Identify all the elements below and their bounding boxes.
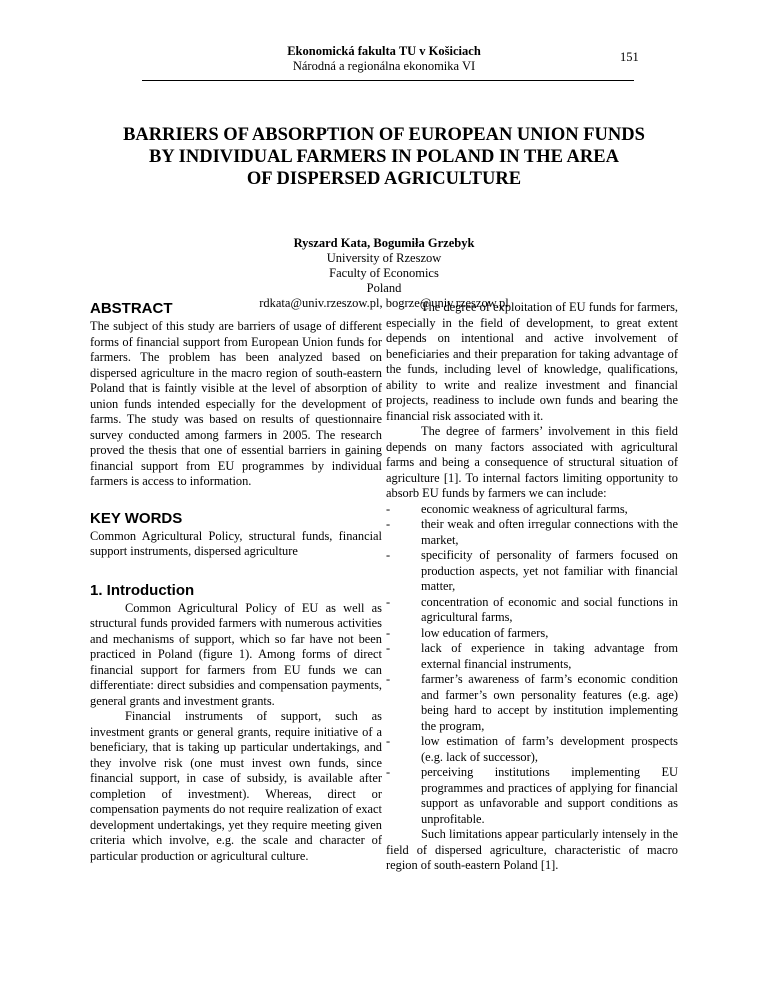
list-bullet: - [386,641,391,655]
introduction-heading: 1. Introduction [90,581,195,599]
body-paragraph: The degree of exploitation of EU funds for farmers, especially in the field of development, to great extent depends on intentional and active involvement of beneficiaries and their preparation for taking advantage of the funds, including level of knowledge, qualifications, ability to write and realize investment and financial projects, readiness to include own funds and bearing the financial risk associated with it. [386,300,678,423]
list-bullet: - [386,672,391,686]
introduction-paragraph: Common Agricultural Policy of EU as well as structural funds provided farmers with numerous activities and mechanisms of support, which so far have not been practiced in Poland (figure 1). Among forms of direct financial support for farmers from EU funds we can differentiate: direct subsidies and compensation payments, general grants and investment grants. [90,600,382,708]
list-bullet: - [386,765,391,779]
body-paragraph: Such limitations appear particularly intensely in the field of dispersed agriculture, characteristic of macro region of south-eastern Poland [1]. [386,827,678,872]
keywords-text: Common Agricultural Policy, structural funds, financial support instruments, dispersed agriculture [90,528,382,558]
list-item: - economic weakness of agricultural farms, [386,501,628,516]
list-item: - farmer’s awareness of farm’s economic condition and farmer’s own personality features (e.g. age) being hard to accept by institution implementing the program, [386,672,678,733]
right-column [386,300,678,874]
page-number: 151 [620,50,639,64]
header-publication: Národná a regionálna ekonomika VI [292,59,476,73]
list-item: - concentration of economic and social functions in agricultural farms, [386,594,678,624]
list-item: - low education of farmers, [386,625,549,640]
author-faculty: Faculty of Economics [329,266,439,280]
author-emails: rdkata@univ.rzeszow.pl, bogrze@univ.rzeszow.pl [259,296,509,310]
keywords-heading: KEY WORDS [90,509,183,527]
list-bullet: - [386,594,391,609]
introduction-paragraph: Financial instruments of support, such as investment grants or general grants, require initiative of a beneficiary, that is taking up particular undertakings, and they involve risk (one must invest own funds, since financial support, in case of subsidy, is available after completion of investment). Whereas, direct or compensation payments do not require realization of exact development undertakings, yet they require meeting given criteria which involve, e.g. the scale and character of particular production or agricultural culture. [90,709,382,863]
list-bullet: - [386,734,391,748]
title-line: BARRIERS OF ABSORPTION OF EUROPEAN UNION FUNDS [123,125,645,145]
body-paragraph: The degree of farmers’ involvement in this field depends on many factors associated with agricultural farms and being a consequence of structural situation of agriculture [1]. To internal factors limiting opportunity to absorb EU funds by farmers we can include: [386,424,678,500]
abstract-text: The subject of this study are barriers of usage of different forms of financial support from European Union funds for farmers. The problem has been analyzed based on dispersed agriculture in the macro region of south-eastern Poland that is faintly visible at the level of absorption of union funds intended especially for the development of farms. The study was based on results of questionnaire survey conducted among farmers in 2005. The research proved the thesis that one of essential barriers in gaining financial support from EU programmes by individual farmers is access to information. [90,319,382,488]
list-bullet: - [386,548,391,562]
barrier-list [386,502,678,828]
author-names: Ryszard Kata, Bogumiła Grzebyk [293,236,475,250]
title-line: OF DISPERSED AGRICULTURE [246,169,522,189]
author-university: University of Rzeszow [326,251,442,265]
left-column [90,300,382,864]
paper-title [80,124,688,190]
header-institution: Ekonomická fakulta TU v Košiciach [287,44,481,58]
list-bullet: - [386,517,391,531]
list-item: - specificity of personality of farmers focused on production aspects, yet not familiar with financial matter, [386,548,678,593]
list-item: - perceiving institutions implementing EU programmes and practices of applying for financial support as unfavorable and support conditions as unprofitable. [386,765,678,826]
running-header [0,44,768,74]
title-line: BY INDIVIDUAL FARMERS IN POLAND IN THE AREA [149,147,619,167]
author-country: Poland [366,281,402,295]
list-item: - their weak and often irregular connections with the market, [386,517,678,547]
list-bullet: - [386,501,391,516]
list-item: - lack of experience in taking advantage from external financial instruments, [386,641,678,671]
abstract-heading: ABSTRACT [90,300,173,317]
list-bullet: - [386,625,391,640]
header-rule [142,80,634,81]
list-item: - low estimation of farm’s development prospects (e.g. lack of successor), [386,734,678,764]
